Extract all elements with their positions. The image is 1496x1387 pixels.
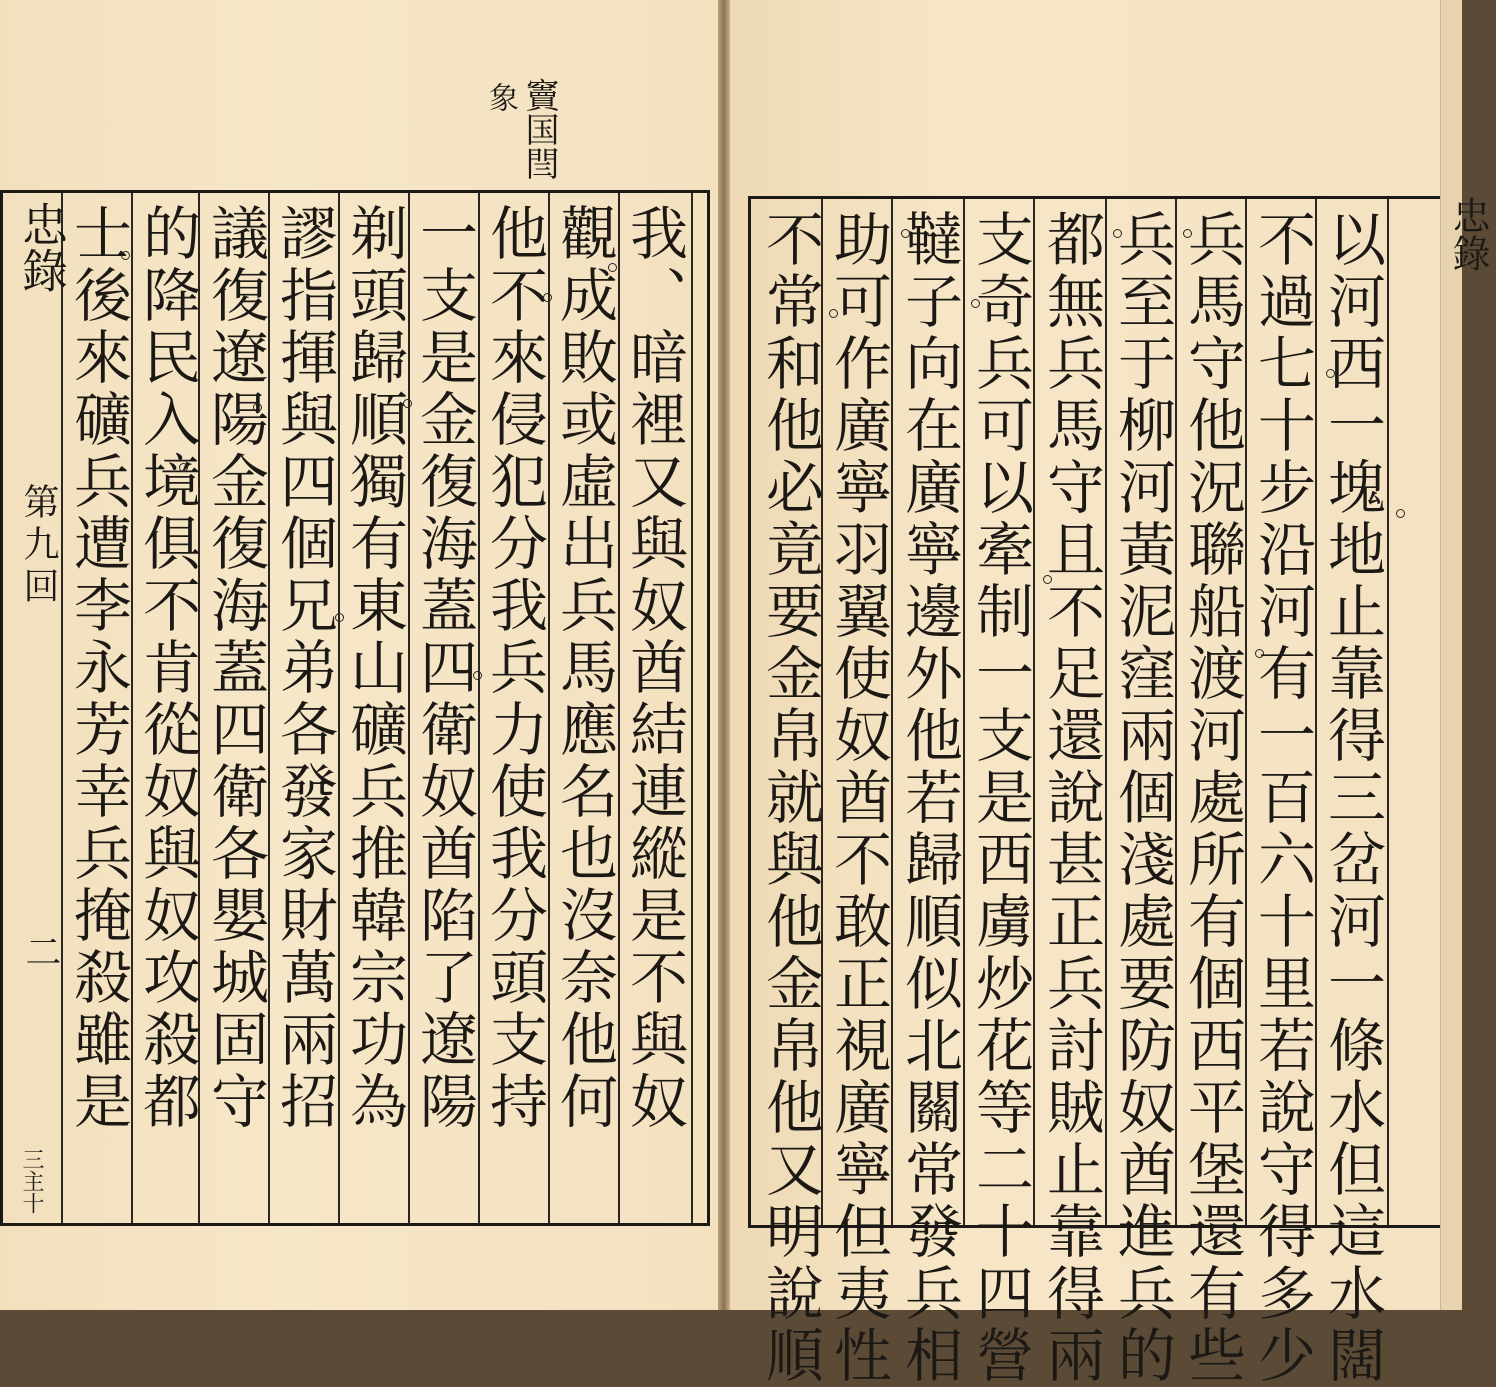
punctuation-mark <box>179 463 188 472</box>
text-column: 不過七十步沿河有一百六十里若說守得多少 <box>1248 209 1316 1387</box>
text-column: 的降民入境俱不肯從奴與奴攻殺都 <box>133 203 201 1133</box>
column-rule <box>1387 199 1389 1225</box>
text-column: 兵馬守他況聯船渡河處所有個西平堡還有些 <box>1178 209 1246 1387</box>
punctuation-mark <box>971 299 980 308</box>
text-column: 剃頭歸順獨有東山礦兵推韓宗功為 <box>340 203 408 1133</box>
margin-chapter: 第九回 <box>18 483 59 609</box>
punctuation-mark <box>473 671 482 680</box>
text-column: 以河西一塊地止靠得三岔河一條水但這水闊 <box>1318 209 1386 1387</box>
column-rule <box>1105 199 1107 1225</box>
margin-leaf-number: 三主十 <box>19 1148 44 1214</box>
punctuation-mark <box>901 229 910 238</box>
text-column: 兵至于柳河黃泥窪兩個淺處要防奴酋進兵的 <box>1108 209 1176 1387</box>
column-rule <box>963 199 965 1225</box>
text-column: 我、暗裡又與奴酋結連縱是不與奴 <box>620 203 688 1133</box>
margin-page-number: 二 <box>20 933 61 969</box>
text-column: 觀成敗或虛出兵馬應名也沒奈他何 <box>550 203 618 1133</box>
punctuation-mark <box>121 251 130 260</box>
punctuation-mark <box>253 403 262 412</box>
punctuation-mark <box>1113 229 1122 238</box>
text-column: 一支是金復海蓋四衛奴酋陷了遼陽 <box>410 203 478 1133</box>
page-edge <box>1440 0 1490 1310</box>
text-column: 士後來礦兵遭李永芳幸兵掩殺雖是 <box>64 203 132 1133</box>
text-column: 不常和他必竟要金帛就與他金帛他又明說順 <box>756 209 824 1387</box>
punctuation-mark <box>543 293 552 302</box>
column-rule <box>691 193 693 1223</box>
margin-title: 忠錄 <box>15 201 69 293</box>
punctuation-mark <box>608 263 617 272</box>
margin-title-right: 忠錄 <box>1446 196 1490 272</box>
punctuation-mark <box>829 309 838 318</box>
text-column: 助可作廣寧羽翼使奴酋不敢正視廣寧但夷性 <box>824 209 892 1387</box>
right-text-frame <box>748 196 1448 1387</box>
punctuation-mark <box>1396 509 1405 518</box>
book-gutter <box>718 0 730 1310</box>
text-column: 謬指揮與四個兄弟各發家財萬兩招 <box>270 203 338 1133</box>
text-column: 議復遼陽金復海蓋四衛各嬰城固守 <box>201 203 269 1133</box>
punctuation-mark <box>1326 369 1335 378</box>
left-text-frame <box>0 190 710 1226</box>
punctuation-mark <box>1183 229 1192 238</box>
left-page <box>0 0 718 1310</box>
margin-head: 竇国閆 <box>519 78 559 180</box>
text-column: 支奇兵可以牽制一支是西虜炒花等二十四營 <box>966 209 1034 1387</box>
column-rule <box>61 193 63 1223</box>
text-column: 他不來侵犯分我兵力使我分頭支持 <box>480 203 548 1133</box>
text-column: 都無兵馬守且不足還說甚正兵討賊止靠得兩 <box>1037 209 1105 1387</box>
text-column: 韃子向在廣寧邊外他若歸順似北關常發兵相 <box>895 209 963 1387</box>
margin-head-side: 象 <box>483 82 518 112</box>
punctuation-mark <box>403 399 412 408</box>
punctuation-mark <box>335 613 344 622</box>
punctuation-mark <box>1255 649 1264 658</box>
punctuation-mark <box>1043 575 1052 584</box>
